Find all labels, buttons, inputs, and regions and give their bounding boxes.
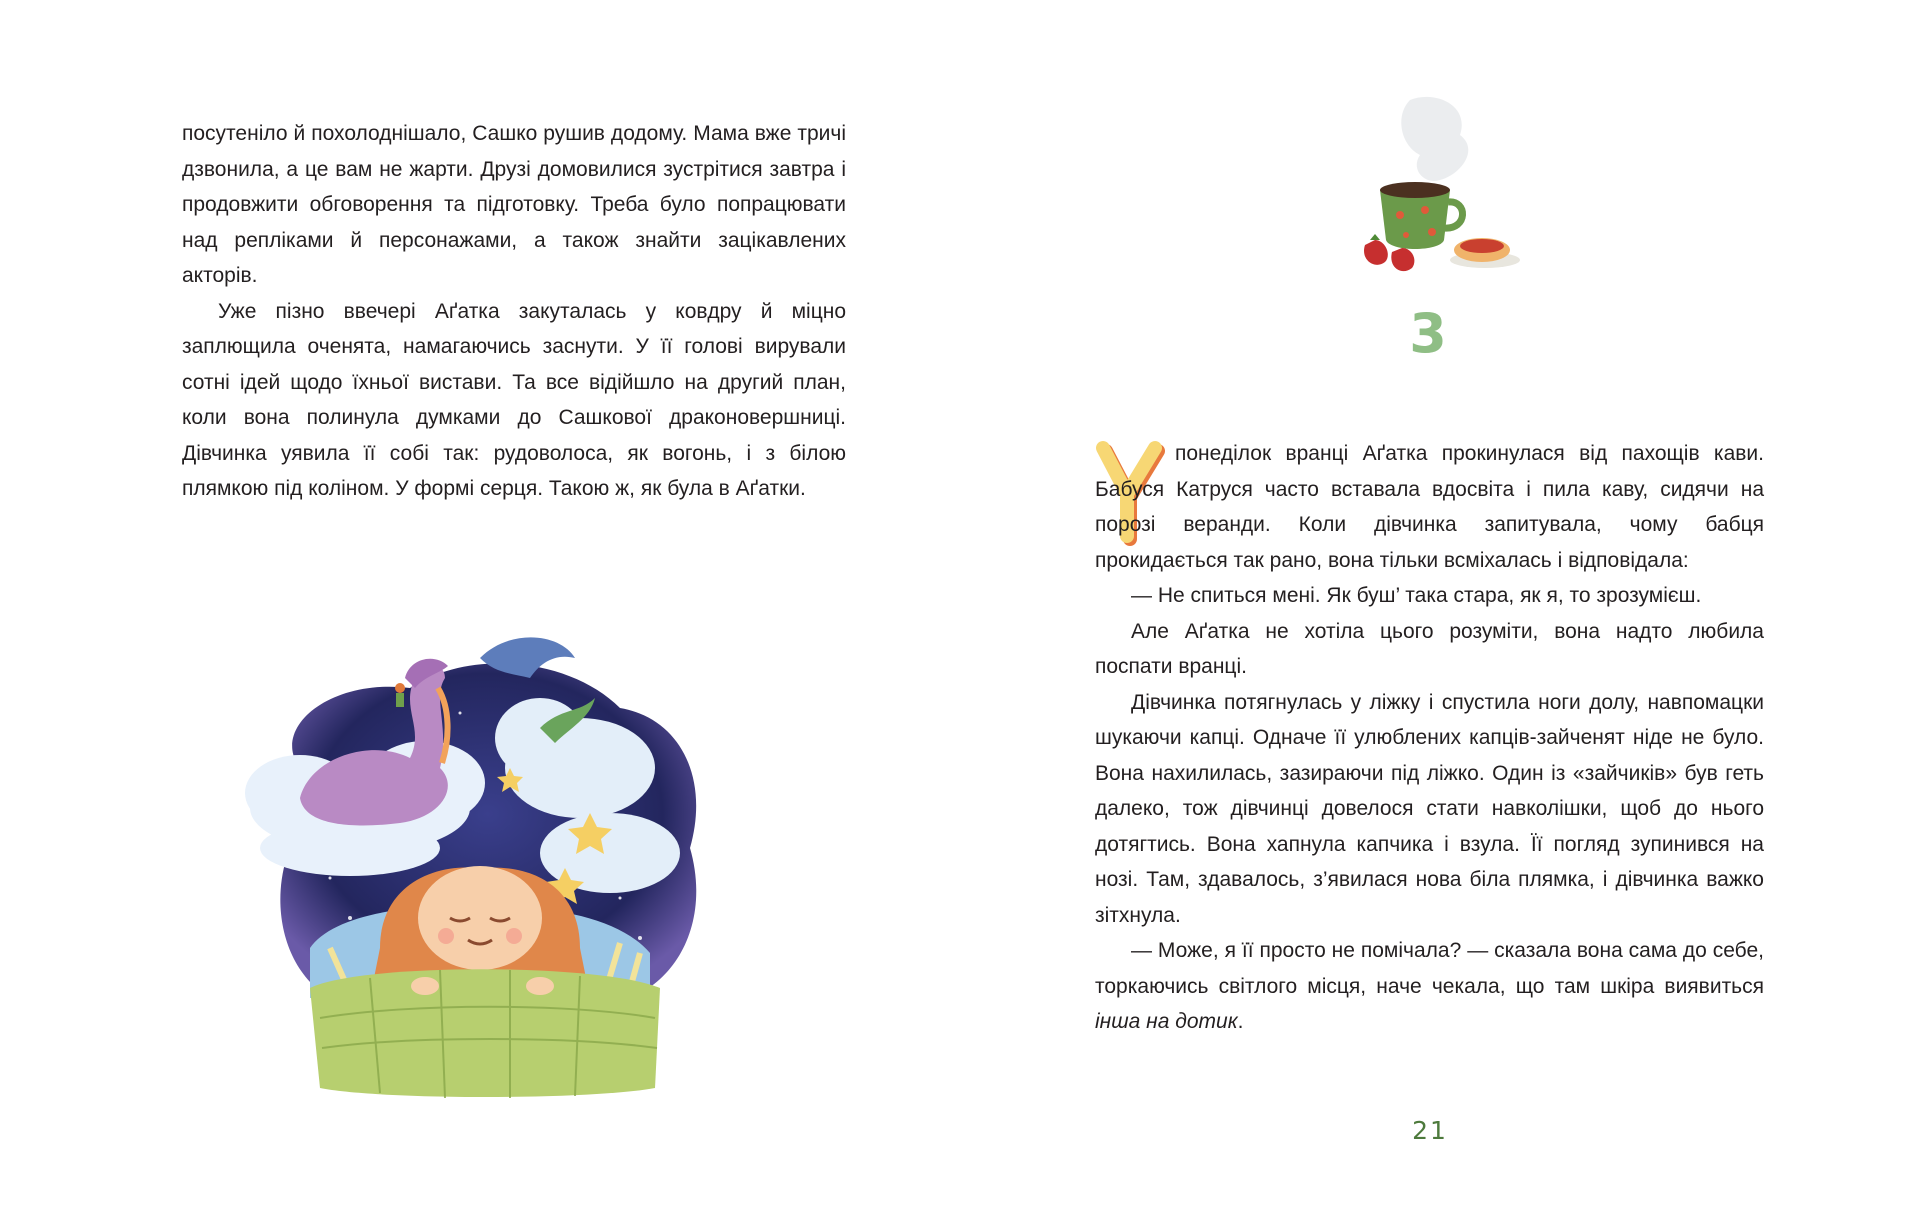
paragraph: Але Аґатка не хотіла цього розуміти, вона надто любила поспати вранці.: [1095, 619, 1764, 678]
paragraph-italic: інша на дотик: [1095, 1010, 1238, 1033]
paragraph: Дівчинка потягнулась у ліжку і спустила ноги долу, навпомацки шукаючи капці. Одначе її улюблених капців-зайченят ніде не було. Вона нахилилась, зазираючи під ліжко. Один із «зайчиків» був геть далеко, тож дівчинці довелося стати навколішки, щоб до нього дотягтись. Вона хапнула капчика і взула. Її погляд зупинився на нозі. Там, здавалось, з’явилася нова біла плямка, і дівчинка важко зітхнула.: [1095, 690, 1764, 927]
chapter-number: 3: [1409, 302, 1447, 365]
right-text-block: [1095, 436, 1764, 1040]
coffee-cup-illustration: [1340, 90, 1520, 280]
sleeping-girl-illustration: [210, 618, 760, 1104]
first-paragraph: [1095, 436, 1764, 578]
page-number: 21: [1412, 1116, 1448, 1145]
left-text-block: [182, 116, 846, 507]
first-paragraph-text: понеділок вранці Аґатка прокинулася від пахощів кави. Бабуся Катруся часто вставала вдосвіта і пила каву, сидячи на порозі веранди. Коли дівчинка запитувала, чому бабця прокидається так рано, вона тільки всміхалась і відповідала:: [1095, 442, 1764, 572]
paragraph-main: — Може, я її просто не помічала? — сказала вона сама до себе, торкаючись світлого місця, наче чекала, що там шкіра виявиться: [1095, 939, 1764, 998]
paragraph: Уже пізно ввечері Аґатка закуталась у ковдру й міцно заплющила оченята, намагаючись заснути. У її голові вирували сотні ідей щодо їхньої вистави. Та все відійшло на другий план, коли вона полинула думками до Сашкової драконовершниці. Дівчинка уявила її собі так: рудоволоса, як вогонь, і з білою плямкою під коліном. У формі серця. Такою ж, як була в Аґатки.: [182, 299, 846, 500]
dropcap-text: У: [1093, 423, 1104, 440]
paragraph-end: .: [1237, 1010, 1244, 1033]
paragraph: — Не спиться мені. Як буш’ така стара, як я, то зрозумієш.: [1131, 584, 1702, 607]
paragraph: [1095, 933, 1764, 1040]
paragraph: посутеніло й похолоднішало, Сашко рушив додому. Мама вже тричі дзвонила, а це вам не жарти. Друзі домовилися зустрітися завтра і продовжити обговорення та підготовку. Треба було попрацювати над репліками й персонажами, а також знайти зацікавлених акторів.: [182, 122, 846, 287]
